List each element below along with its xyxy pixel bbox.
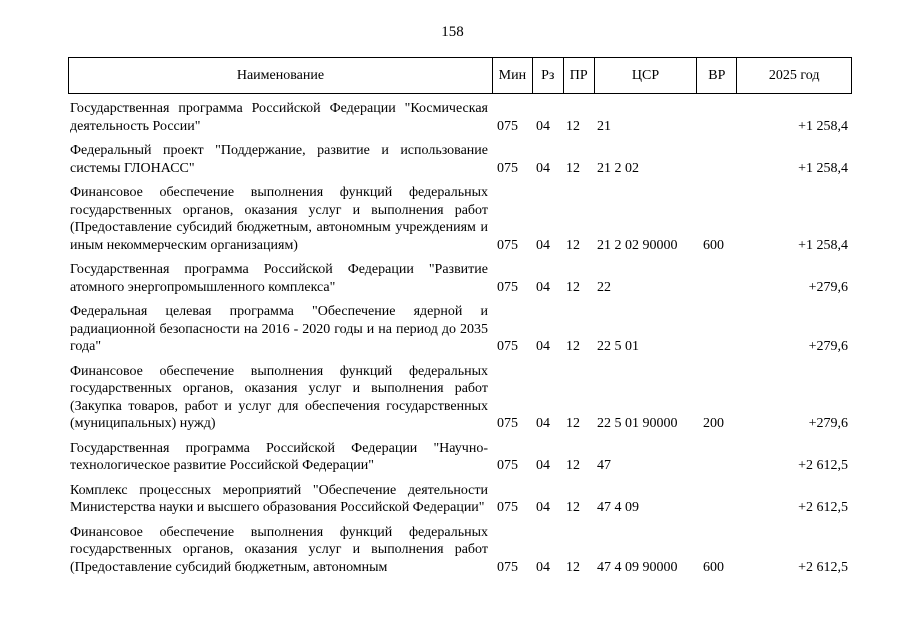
header-min: Мин <box>492 58 532 93</box>
row-amount: +279,6 <box>808 416 848 431</box>
row-vr: 200 <box>703 416 724 431</box>
row-name: Федеральный проект "Поддержание, развитие и использование системы ГЛОНАСС" <box>70 143 488 176</box>
row-pr: 12 <box>566 458 580 473</box>
row-pr: 12 <box>566 416 580 431</box>
header-year: 2025 год <box>736 58 851 93</box>
row-csr: 21 2 02 <box>597 160 639 176</box>
row-pr: 12 <box>566 339 580 354</box>
row-vr: 600 <box>703 237 724 253</box>
row-rz: 04 <box>536 279 550 295</box>
table-row <box>70 184 850 254</box>
row-min: 075 <box>497 118 518 134</box>
row-csr: 47 <box>597 458 611 473</box>
row-min: 075 <box>497 160 518 176</box>
row-csr: 47 4 09 <box>597 500 639 515</box>
row-amount: +279,6 <box>808 339 848 354</box>
row-rz: 04 <box>536 458 550 473</box>
row-min: 075 <box>497 500 518 515</box>
row-rz: 04 <box>536 118 550 134</box>
row-name: Комплекс процессных мероприятий "Обеспечение деятельности Министерства науки и высшего образования Российской Федерации" <box>70 482 488 515</box>
row-csr: 22 5 01 90000 <box>597 416 678 431</box>
row-rz: 04 <box>536 416 550 431</box>
header-csr: ЦСР <box>594 58 697 93</box>
header-vr: ВР <box>696 58 736 93</box>
table-row <box>70 303 850 356</box>
row-pr: 12 <box>566 237 580 253</box>
row-name: Финансовое обеспечение выполнения функций федеральных государственных органов, оказания услуг и выполнения работ (Закупка товаров, работ и услуг для обеспечения государственных (муниципальных) нужд) <box>70 363 488 431</box>
row-amount: +279,6 <box>808 279 848 295</box>
row-name: Государственная программа Российской Федерации "Развитие атомного энергопромышленного комплекса" <box>70 262 488 295</box>
row-amount: +2 612,5 <box>798 458 848 473</box>
table-row <box>70 440 850 475</box>
table-row <box>70 482 850 517</box>
row-csr: 21 2 02 90000 <box>597 237 678 253</box>
row-min: 075 <box>497 416 518 431</box>
row-min: 075 <box>497 458 518 473</box>
header-rz: Рз <box>532 58 563 93</box>
table-row <box>70 261 850 296</box>
header-pr: ПР <box>563 58 594 93</box>
row-name: Финансовое обеспечение выполнения функций федеральных государственных органов, оказания услуг и выполнения работ (Предоставление субсидий бюджетным, автономным учреждениям и иным некоммерческим организациям) <box>70 185 488 253</box>
row-pr: 12 <box>566 559 580 575</box>
row-rz: 04 <box>536 339 550 354</box>
row-amount: +2 612,5 <box>798 559 848 575</box>
row-pr: 12 <box>566 500 580 515</box>
row-amount: +1 258,4 <box>798 118 848 134</box>
table-row <box>70 142 850 177</box>
row-pr: 12 <box>566 118 580 134</box>
row-name: Государственная программа Российской Федерации "Космическая деятельность России" <box>70 101 488 134</box>
row-rz: 04 <box>536 160 550 176</box>
row-amount: +1 258,4 <box>798 237 848 253</box>
table-row <box>70 524 850 577</box>
row-name: Государственная программа Российской Федерации "Научно-технологическое развитие Российской Федерации" <box>70 440 488 473</box>
row-min: 075 <box>497 559 518 575</box>
table-row <box>70 363 850 433</box>
row-csr: 22 <box>597 279 611 295</box>
row-rz: 04 <box>536 500 550 515</box>
row-pr: 12 <box>566 160 580 176</box>
row-min: 075 <box>497 339 518 354</box>
row-name: Федеральная целевая программа "Обеспечение ядерной и радиационной безопасности на 2016 - 2020 годы и на период до 2035 года" <box>70 304 488 354</box>
table-body <box>70 100 850 576</box>
row-pr: 12 <box>566 279 580 295</box>
row-name: Финансовое обеспечение выполнения функций федеральных государственных органов, оказания услуг и выполнения работ (Предоставление субсидий бюджетным, автономным <box>70 524 488 575</box>
table-header <box>68 57 852 94</box>
row-amount: +1 258,4 <box>798 160 848 176</box>
row-csr: 22 5 01 <box>597 339 639 354</box>
page-number: 158 <box>441 24 464 40</box>
row-vr: 600 <box>703 559 724 575</box>
row-csr: 21 <box>597 118 611 134</box>
row-min: 075 <box>497 237 518 253</box>
row-min: 075 <box>497 279 518 295</box>
row-csr: 47 4 09 90000 <box>597 559 678 575</box>
row-rz: 04 <box>536 559 550 575</box>
row-rz: 04 <box>536 237 550 253</box>
row-amount: +2 612,5 <box>798 500 848 515</box>
table-row <box>70 100 850 135</box>
header-name: Наименование <box>236 67 325 83</box>
